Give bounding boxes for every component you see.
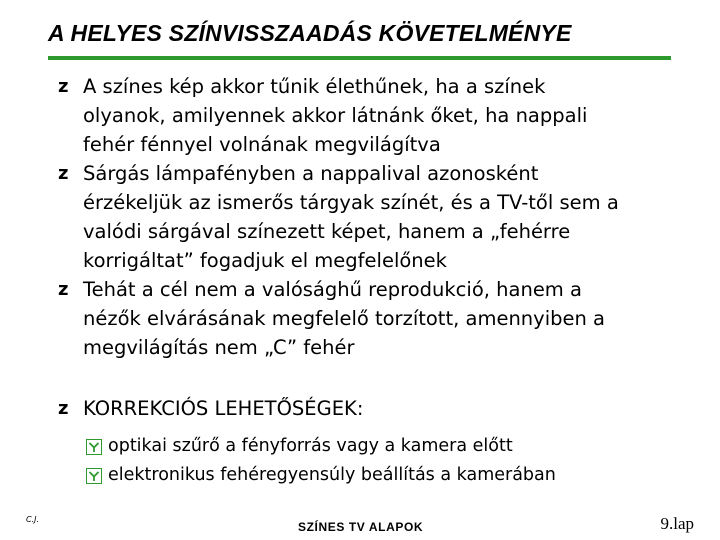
- title-underline: [48, 56, 671, 60]
- z-bullet-icon: z: [58, 398, 69, 419]
- bullet-line: Tehát a cél nem a valósághű reprodukció, hanem a: [83, 278, 582, 301]
- slide-title: A HELYES SZÍNVISSZAADÁS KÖVETELMÉNYE: [48, 20, 572, 46]
- bullet-line: A színes kép akkor tűnik élethűnek, ha a színek: [83, 75, 546, 98]
- y-square-bullet-icon: [86, 439, 102, 455]
- bullet-item-corrections: [58, 394, 698, 423]
- bullet-line: KORREKCIÓS LEHETŐSÉGEK:: [83, 397, 364, 420]
- sub-bullet-text: elektronikus fehéregyensúly beállítás a kamerában: [108, 465, 556, 485]
- bullet-line: olyanok, amilyennek akkor látnánk őket, ha nappali: [83, 104, 588, 127]
- bullet-line: fehér fénnyel volnának megvilágítva: [83, 133, 441, 156]
- z-bullet-icon: z: [58, 163, 69, 184]
- bullet-line: nézők elvárásának megfelelő torzított, amennyiben a: [83, 307, 605, 330]
- sub-bullet-text: optikai szűrő a fényforrás vagy a kamera előtt: [108, 436, 513, 456]
- sub-bullet-item: [86, 461, 686, 490]
- bullet-line: érzékeljük az ismerős tárgyak színét, és a TV-től sem a: [83, 191, 619, 214]
- bullet-item: [58, 275, 698, 362]
- bullet-item: [58, 159, 698, 275]
- page-number: 9.lap: [660, 514, 694, 533]
- bullet-line: megvilágítás nem „C” fehér: [83, 336, 355, 359]
- z-bullet-icon: z: [58, 76, 69, 97]
- author-initials: C.J.: [26, 515, 40, 524]
- sub-bullet-list: [86, 432, 686, 490]
- bullet-list: [58, 72, 698, 423]
- y-square-bullet-icon: [86, 468, 102, 484]
- bullet-line: Sárgás lámpafényben a nappalival azonosként: [83, 162, 539, 185]
- z-bullet-icon: z: [58, 279, 69, 300]
- bullet-line: valódi sárgával színezett képet, hanem a „fehérre: [83, 220, 571, 243]
- sub-bullet-item: [86, 432, 686, 461]
- bullet-line: korrigáltat” fogadjuk el megfelelőnek: [83, 249, 447, 272]
- bullet-item: [58, 72, 698, 159]
- course-name: SZÍNES TV ALAPOK: [298, 520, 424, 534]
